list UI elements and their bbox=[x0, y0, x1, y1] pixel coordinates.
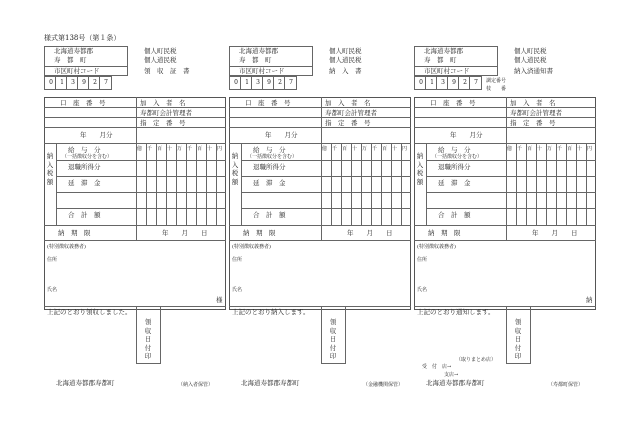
deadline-date: 年 月 日 bbox=[347, 229, 393, 237]
digit-header: 百 bbox=[197, 146, 203, 152]
doc-title: 領 収 証 書 bbox=[144, 67, 190, 75]
adjust-number-label: 調定番号 bbox=[486, 78, 507, 84]
code-digit: 9 bbox=[452, 79, 456, 86]
digit-header: 百 bbox=[157, 146, 163, 152]
tax-line-2: 個人道民税 bbox=[329, 56, 362, 64]
tax-line-2: 個人道民税 bbox=[514, 56, 547, 64]
footer-org: 北海道寿都郡寿都町 bbox=[241, 379, 300, 387]
digit-header: 千 bbox=[557, 146, 563, 152]
digit-header: 億 bbox=[507, 146, 513, 152]
code-label: 市区町村コード bbox=[54, 67, 100, 75]
divider bbox=[156, 143, 157, 225]
deadline-date: 年 月 日 bbox=[162, 229, 208, 237]
divider bbox=[176, 143, 177, 225]
divider bbox=[241, 208, 411, 209]
divider bbox=[229, 225, 411, 226]
transfer-to: 支店→ bbox=[444, 372, 459, 378]
tax-line-1: 個人町民税 bbox=[514, 47, 547, 55]
digit-header: 千 bbox=[147, 146, 153, 152]
org-line2: 寿 都 町 bbox=[239, 56, 272, 64]
account-label: 口 座 番 号 bbox=[60, 99, 106, 107]
org-line2: 寿 都 町 bbox=[54, 56, 87, 64]
designated-label: 指 定 番 号 bbox=[325, 119, 371, 127]
notice-text: 上記のとおり領収しました。 bbox=[47, 308, 132, 316]
divider bbox=[44, 127, 226, 128]
divider bbox=[241, 143, 242, 225]
transfer-from: 受 付 店→ bbox=[422, 364, 452, 370]
subscriber-value: 寿都町会計管理者 bbox=[325, 109, 377, 117]
divider bbox=[341, 143, 342, 225]
divider bbox=[88, 76, 89, 90]
divider bbox=[136, 97, 137, 143]
address-label: 住所 bbox=[47, 257, 58, 263]
code-label: 市区町村コード bbox=[424, 67, 470, 75]
divider bbox=[44, 107, 226, 108]
code-digit: 1 bbox=[60, 79, 64, 86]
divider bbox=[469, 76, 470, 90]
form-3 bbox=[414, 0, 596, 440]
code-digit: 7 bbox=[104, 79, 108, 86]
divider bbox=[516, 143, 517, 225]
divider bbox=[414, 143, 596, 144]
divider bbox=[262, 76, 263, 90]
divider bbox=[44, 240, 226, 241]
code-digit: 0 bbox=[49, 79, 53, 86]
divider bbox=[546, 143, 547, 225]
divider bbox=[44, 225, 226, 226]
form-1 bbox=[44, 0, 226, 440]
amount-row-label: 合 計 額 bbox=[438, 211, 471, 219]
digit-header: 千 bbox=[517, 146, 523, 152]
amount-row-label: 退職所得分 bbox=[68, 163, 101, 171]
name-label: 氏名 bbox=[47, 287, 58, 293]
digit-header: 十 bbox=[392, 146, 398, 152]
divider bbox=[426, 143, 427, 225]
divider bbox=[321, 225, 322, 240]
digit-header: 百 bbox=[567, 146, 573, 152]
code-label: 市区町村コード bbox=[239, 67, 285, 75]
branch-number-label: 枝 番 bbox=[486, 86, 507, 92]
divider bbox=[186, 143, 187, 225]
divider bbox=[371, 143, 372, 225]
divider bbox=[44, 117, 226, 118]
special-collector-label: (特別徴収義務者) bbox=[417, 244, 456, 250]
address-label: 住所 bbox=[232, 257, 243, 263]
divider bbox=[136, 225, 137, 240]
amount-row-label: 給 与 分 bbox=[253, 146, 286, 154]
subscriber-label: 加 入 者 名 bbox=[325, 99, 371, 107]
amount-row-label: 合 計 額 bbox=[68, 211, 101, 219]
code-digit: 3 bbox=[71, 79, 75, 86]
side-label: 納入税額 bbox=[416, 152, 424, 186]
divider bbox=[229, 127, 411, 128]
divider bbox=[77, 76, 78, 90]
digit-header: 万 bbox=[177, 146, 183, 152]
digit-header: 十 bbox=[207, 146, 213, 152]
divider bbox=[321, 143, 322, 225]
deadline-label: 納 期 限 bbox=[428, 229, 461, 237]
divider bbox=[361, 143, 362, 225]
tax-line-1: 個人町民税 bbox=[144, 47, 177, 55]
side-label: 納入税額 bbox=[231, 152, 239, 186]
honorific: 様 bbox=[216, 296, 223, 304]
digit-header: 百 bbox=[342, 146, 348, 152]
amount-row-label: 延 滞 金 bbox=[253, 179, 286, 187]
divider bbox=[136, 143, 137, 225]
year-month-label: 年 月分 bbox=[450, 131, 483, 139]
subscriber-label: 加 入 者 名 bbox=[510, 99, 556, 107]
divider bbox=[426, 208, 596, 209]
code-digit: 0 bbox=[234, 79, 238, 86]
digit-header: 十 bbox=[577, 146, 583, 152]
divider bbox=[526, 143, 527, 225]
footer-org: 北海道寿都郡寿都町 bbox=[56, 379, 115, 387]
address-label: 住所 bbox=[417, 257, 428, 263]
divider bbox=[576, 143, 577, 225]
divider bbox=[229, 240, 411, 241]
digit-header: 十 bbox=[537, 146, 543, 152]
divider bbox=[206, 143, 207, 225]
digit-header: 千 bbox=[332, 146, 338, 152]
transfer-note: （取りまとめ店） bbox=[456, 357, 497, 363]
main-table bbox=[229, 97, 411, 310]
amount-row-label: 延 滞 金 bbox=[68, 179, 101, 187]
tax-line-1: 個人町民税 bbox=[329, 47, 362, 55]
side-label: 納入税額 bbox=[46, 152, 54, 186]
stamp-label: 領収日付印 bbox=[514, 318, 522, 360]
amount-row-sub: （一括徴収分を含む） bbox=[62, 154, 113, 160]
digit-header: 千 bbox=[187, 146, 193, 152]
divider bbox=[240, 76, 241, 90]
amount-row-label: 延 滞 金 bbox=[438, 179, 471, 187]
divider bbox=[229, 143, 411, 144]
amount-row-label: 給 与 分 bbox=[438, 146, 471, 154]
org-line1: 北海道寿都郡 bbox=[424, 47, 463, 55]
amount-row-label: 退職所得分 bbox=[438, 163, 471, 171]
honorific: 納 bbox=[586, 296, 593, 304]
footer-keep: （納入者保管） bbox=[178, 382, 214, 388]
amount-row-sub: （一括徴収分を含む） bbox=[432, 154, 483, 160]
amount-row-label: 合 計 額 bbox=[253, 211, 286, 219]
divider bbox=[436, 76, 437, 90]
form-2 bbox=[229, 0, 411, 440]
tax-line-2: 個人道民税 bbox=[144, 56, 177, 64]
divider bbox=[44, 306, 226, 307]
year-month-label: 年 月分 bbox=[80, 131, 113, 139]
subscriber-value: 寿都町会計管理者 bbox=[510, 109, 562, 117]
code-digit: 2 bbox=[463, 79, 467, 86]
subscriber-label: 加 入 者 名 bbox=[140, 99, 186, 107]
divider bbox=[586, 143, 587, 225]
divider bbox=[273, 76, 274, 90]
code-digit: 7 bbox=[289, 79, 293, 86]
divider bbox=[401, 143, 402, 225]
digit-header: 億 bbox=[322, 146, 328, 152]
digit-header: 万 bbox=[547, 146, 553, 152]
digit-header: 円 bbox=[402, 146, 408, 152]
deadline-label: 納 期 限 bbox=[58, 229, 91, 237]
divider bbox=[556, 143, 557, 225]
org-line1: 北海道寿都郡 bbox=[54, 47, 93, 55]
digit-header: 百 bbox=[382, 146, 388, 152]
amount-row-label: 退職所得分 bbox=[253, 163, 286, 171]
divider bbox=[414, 225, 596, 226]
divider bbox=[391, 143, 392, 225]
digit-header: 千 bbox=[372, 146, 378, 152]
code-digit: 9 bbox=[267, 79, 271, 86]
digit-header: 万 bbox=[362, 146, 368, 152]
divider bbox=[56, 208, 226, 209]
doc-title: 納 入 書 bbox=[329, 67, 362, 75]
divider bbox=[44, 143, 226, 144]
special-collector-label: (特別徴収義務者) bbox=[47, 244, 86, 250]
divider bbox=[414, 127, 596, 128]
divider bbox=[251, 76, 252, 90]
digit-header: 十 bbox=[352, 146, 358, 152]
divider bbox=[216, 143, 217, 225]
subscriber-value: 寿都町会計管理者 bbox=[140, 109, 192, 117]
code-digit: 3 bbox=[256, 79, 260, 86]
divider bbox=[506, 143, 507, 225]
account-label: 口 座 番 号 bbox=[430, 99, 476, 107]
divider bbox=[414, 306, 596, 307]
divider bbox=[56, 192, 226, 193]
digit-header: 億 bbox=[137, 146, 143, 152]
code-digit: 2 bbox=[278, 79, 282, 86]
divider bbox=[447, 76, 448, 90]
code-digit: 2 bbox=[93, 79, 97, 86]
amount-row-sub: （一括徴収分を含む） bbox=[247, 154, 298, 160]
divider bbox=[56, 176, 226, 177]
code-digit: 7 bbox=[474, 79, 478, 86]
divider bbox=[414, 117, 596, 118]
org-line2: 寿 都 町 bbox=[424, 56, 457, 64]
digit-header: 円 bbox=[217, 146, 223, 152]
org-line1: 北海道寿都郡 bbox=[239, 47, 278, 55]
divider bbox=[196, 143, 197, 225]
divider bbox=[229, 107, 411, 108]
footer-org: 北海道寿都郡寿都町 bbox=[426, 379, 485, 387]
notice-text: 上記のとおり納入します。 bbox=[232, 308, 310, 316]
account-label: 口 座 番 号 bbox=[245, 99, 291, 107]
stamp-label: 領収日付印 bbox=[144, 318, 152, 360]
footer-keep: （寿都町保管） bbox=[548, 382, 584, 388]
divider bbox=[66, 76, 67, 90]
digit-header: 十 bbox=[167, 146, 173, 152]
code-digit: 3 bbox=[441, 79, 445, 86]
divider bbox=[321, 97, 322, 143]
divider bbox=[166, 143, 167, 225]
divider bbox=[55, 76, 56, 90]
divider bbox=[506, 225, 507, 240]
divider bbox=[414, 107, 596, 108]
code-digit: 1 bbox=[245, 79, 249, 86]
deadline-label: 納 期 限 bbox=[243, 229, 276, 237]
special-collector-label: (特別徴収義務者) bbox=[232, 244, 271, 250]
notice-text: 上記のとおり通知します。 bbox=[417, 308, 495, 316]
digit-header: 百 bbox=[527, 146, 533, 152]
divider bbox=[414, 240, 596, 241]
divider bbox=[506, 97, 507, 143]
divider bbox=[146, 143, 147, 225]
divider bbox=[241, 176, 411, 177]
divider bbox=[229, 306, 411, 307]
name-label: 氏名 bbox=[417, 287, 428, 293]
divider bbox=[426, 176, 596, 177]
stamp-label: 領収日付印 bbox=[329, 318, 337, 360]
designated-label: 指 定 番 号 bbox=[510, 119, 556, 127]
divider bbox=[566, 143, 567, 225]
divider bbox=[458, 76, 459, 90]
designated-label: 指 定 番 号 bbox=[140, 119, 186, 127]
name-label: 氏名 bbox=[232, 287, 243, 293]
divider bbox=[381, 143, 382, 225]
code-digit: 0 bbox=[419, 79, 423, 86]
divider bbox=[241, 192, 411, 193]
divider bbox=[284, 76, 285, 90]
digit-header: 円 bbox=[587, 146, 593, 152]
divider bbox=[229, 117, 411, 118]
divider bbox=[99, 76, 100, 90]
code-digit: 1 bbox=[430, 79, 434, 86]
divider bbox=[351, 143, 352, 225]
doc-title: 納入済通知書 bbox=[514, 67, 553, 75]
divider bbox=[426, 192, 596, 193]
year-month-label: 年 月分 bbox=[265, 131, 298, 139]
main-table bbox=[414, 97, 596, 310]
main-table bbox=[44, 97, 226, 310]
divider bbox=[536, 143, 537, 225]
footer-keep: （金融機関保管） bbox=[363, 382, 404, 388]
divider bbox=[425, 76, 426, 90]
deadline-date: 年 月 日 bbox=[532, 229, 578, 237]
code-digit: 9 bbox=[82, 79, 86, 86]
amount-row-label: 給 与 分 bbox=[68, 146, 101, 154]
form-number: 様式第138号（第１条） bbox=[44, 34, 121, 42]
divider bbox=[56, 143, 57, 225]
divider bbox=[331, 143, 332, 225]
